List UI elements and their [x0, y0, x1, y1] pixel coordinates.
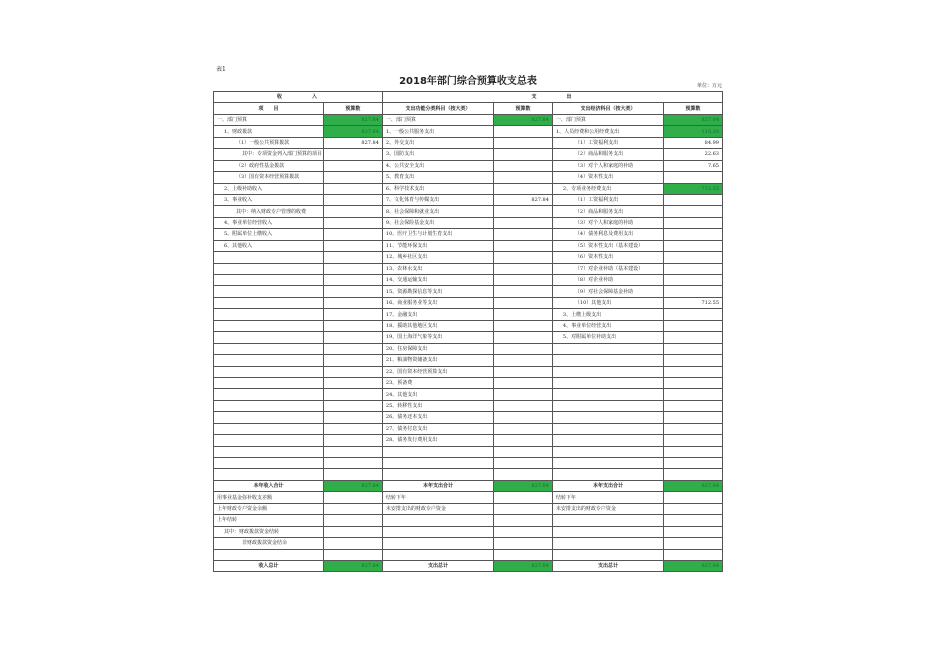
- income-total-label[interactable]: 本年收入合计: [214, 480, 324, 491]
- extra-func-amount[interactable]: [493, 538, 552, 549]
- col-header-econ: 支出经济科目（按大类）: [552, 103, 663, 114]
- econ-item-cell[interactable]: [552, 389, 663, 400]
- extra-row: [214, 492, 723, 503]
- table-row: [214, 183, 723, 194]
- func-amount-cell[interactable]: 827.84: [493, 114, 552, 125]
- budget-table-body: [214, 92, 723, 572]
- income-amount-cell[interactable]: [323, 286, 382, 297]
- econ-amount-cell[interactable]: [664, 263, 723, 274]
- table-row: [214, 469, 723, 480]
- econ-amount-cell[interactable]: [664, 275, 723, 286]
- extra-income-item[interactable]: 非财政拨款资金结余: [214, 538, 324, 549]
- func-item-cell[interactable]: [382, 469, 493, 480]
- func-amount-cell[interactable]: [493, 458, 552, 469]
- extra-func-item[interactable]: [382, 549, 493, 560]
- econ-amount-cell[interactable]: [664, 229, 723, 240]
- econ-amount-cell[interactable]: [664, 423, 723, 434]
- income-amount-cell[interactable]: [323, 412, 382, 423]
- func-total-label[interactable]: 本年支出合计: [382, 480, 493, 491]
- func-item-cell[interactable]: 2、外交支出: [382, 137, 493, 148]
- unit-label: 单位：万元: [696, 83, 722, 89]
- extra-func-amount[interactable]: [493, 503, 552, 514]
- income-item-cell[interactable]: [214, 446, 324, 457]
- econ-item-cell[interactable]: （2）商品和服务支出: [552, 149, 663, 160]
- income-item-cell[interactable]: [214, 423, 324, 434]
- func-item-cell[interactable]: 24、其他支出: [382, 389, 493, 400]
- income-amount-cell[interactable]: [323, 446, 382, 457]
- econ-item-cell[interactable]: [552, 435, 663, 446]
- econ-amount-cell[interactable]: [664, 412, 723, 423]
- table-row: [214, 240, 723, 251]
- extra-row: [214, 538, 723, 549]
- func-item-cell[interactable]: 8、社会保障和就业支出: [382, 206, 493, 217]
- econ-amount-cell[interactable]: 84.99: [664, 137, 723, 148]
- func-item-cell[interactable]: 22、国有资本经营预算支出: [382, 366, 493, 377]
- income-amount-cell[interactable]: [323, 389, 382, 400]
- econ-amount-cell[interactable]: 827.84: [664, 114, 723, 125]
- econ-amount-cell[interactable]: [664, 320, 723, 331]
- func-item-cell[interactable]: 一、部门预算: [382, 114, 493, 125]
- func-item-cell[interactable]: 28、债务发行费用支出: [382, 435, 493, 446]
- econ-item-cell[interactable]: （5）资本性支出（基本建设）: [552, 240, 663, 251]
- func-amount-cell[interactable]: [493, 332, 552, 343]
- econ-amount-cell[interactable]: [664, 389, 723, 400]
- income-item-cell[interactable]: [214, 389, 324, 400]
- income-item-cell[interactable]: [214, 412, 324, 423]
- income-item-cell[interactable]: [214, 355, 324, 366]
- income-amount-cell[interactable]: [323, 240, 382, 251]
- func-amount-cell[interactable]: [493, 240, 552, 251]
- econ-amount-cell[interactable]: [664, 194, 723, 205]
- econ-item-cell[interactable]: （3）对个人和家庭的补助: [552, 160, 663, 171]
- income-amount-cell[interactable]: [323, 194, 382, 205]
- func-total-value[interactable]: 827.84: [493, 480, 552, 491]
- econ-item-cell[interactable]: （3）对个人和家庭的补助: [552, 217, 663, 228]
- income-amount-cell[interactable]: [323, 160, 382, 171]
- func-item-cell[interactable]: 13、农林水支出: [382, 263, 493, 274]
- func-amount-cell[interactable]: [493, 126, 552, 137]
- income-total-value[interactable]: 827.84: [323, 480, 382, 491]
- func-amount-cell[interactable]: [493, 469, 552, 480]
- econ-item-cell[interactable]: [552, 366, 663, 377]
- func-item-cell[interactable]: 16、商业服务业等支出: [382, 297, 493, 308]
- func-amount-cell[interactable]: 827.84: [493, 194, 552, 205]
- econ-item-cell[interactable]: [552, 377, 663, 388]
- extra-econ-item[interactable]: 结转下年: [552, 492, 663, 503]
- func-item-cell[interactable]: 5、教育支出: [382, 172, 493, 183]
- extra-econ-amount[interactable]: [664, 538, 723, 549]
- table-row: [214, 446, 723, 457]
- income-amount-cell[interactable]: [323, 423, 382, 434]
- extra-row: [214, 549, 723, 560]
- table-row: [214, 435, 723, 446]
- func-amount-cell[interactable]: [493, 366, 552, 377]
- func-amount-cell[interactable]: [493, 252, 552, 263]
- econ-item-cell[interactable]: （6）资本性支出: [552, 252, 663, 263]
- income-amount-cell[interactable]: [323, 366, 382, 377]
- func-item-cell[interactable]: 12、城乡社区支出: [382, 252, 493, 263]
- func-amount-cell[interactable]: [493, 217, 552, 228]
- extra-income-amount[interactable]: [323, 526, 382, 537]
- econ-item-cell[interactable]: [552, 400, 663, 411]
- extra-econ-amount[interactable]: [664, 515, 723, 526]
- table-row: [214, 389, 723, 400]
- extra-row: [214, 515, 723, 526]
- income-item-cell[interactable]: [214, 275, 324, 286]
- func-item-cell[interactable]: 17、金融支出: [382, 309, 493, 320]
- income-item-cell[interactable]: 6、其他收入: [214, 240, 324, 251]
- income-item-cell[interactable]: [214, 332, 324, 343]
- econ-amount-cell[interactable]: [664, 400, 723, 411]
- func-amount-cell[interactable]: [493, 343, 552, 354]
- econ-amount-cell[interactable]: [664, 355, 723, 366]
- income-amount-cell[interactable]: [323, 332, 382, 343]
- func-amount-cell[interactable]: [493, 412, 552, 423]
- budget-table: [213, 91, 723, 572]
- extra-func-amount[interactable]: [493, 526, 552, 537]
- econ-item-cell[interactable]: [552, 412, 663, 423]
- extra-econ-item[interactable]: [552, 526, 663, 537]
- extra-func-amount[interactable]: [493, 492, 552, 503]
- func-amount-cell[interactable]: [493, 172, 552, 183]
- extra-income-amount[interactable]: [323, 549, 382, 560]
- grand-total-row: [214, 560, 723, 571]
- income-item-cell[interactable]: （1）一般公共预算拨款: [214, 137, 324, 148]
- table-row: [214, 172, 723, 183]
- col-header-item: 项 目: [214, 103, 324, 114]
- income-item-cell[interactable]: 3、事业收入: [214, 194, 324, 205]
- func-amount-cell[interactable]: [493, 423, 552, 434]
- econ-item-cell[interactable]: [552, 458, 663, 469]
- econ-item-cell[interactable]: （1）工资福利支出: [552, 194, 663, 205]
- extra-income-item[interactable]: 用事业基金弥补收支差额: [214, 492, 324, 503]
- extra-row: [214, 503, 723, 514]
- col-header-budget-income: 预算数: [323, 103, 382, 114]
- econ-total-value[interactable]: 827.84: [664, 480, 723, 491]
- func-item-cell[interactable]: [382, 458, 493, 469]
- income-item-cell[interactable]: 1、财政拨款: [214, 126, 324, 137]
- sheet-tag: 表1: [216, 66, 226, 73]
- econ-amount-cell[interactable]: [664, 206, 723, 217]
- extra-func-item[interactable]: [382, 515, 493, 526]
- income-total-label[interactable]: 收入总计: [214, 560, 324, 571]
- econ-total-value[interactable]: 827.84: [664, 560, 723, 571]
- extra-econ-item[interactable]: [552, 515, 663, 526]
- econ-amount-cell[interactable]: [664, 172, 723, 183]
- func-total-value[interactable]: 827.84: [493, 560, 552, 571]
- extra-income-item[interactable]: 上年结转: [214, 515, 324, 526]
- econ-amount-cell[interactable]: [664, 252, 723, 263]
- func-amount-cell[interactable]: [493, 149, 552, 160]
- econ-item-cell[interactable]: （8）对企业补助: [552, 275, 663, 286]
- extra-income-item[interactable]: 其中：财政拨款资金结转: [214, 526, 324, 537]
- func-total-label[interactable]: 支出总计: [382, 560, 493, 571]
- econ-amount-cell[interactable]: [664, 469, 723, 480]
- expense-section-header: 支 出: [382, 92, 722, 103]
- extra-func-amount[interactable]: [493, 515, 552, 526]
- income-amount-cell[interactable]: [323, 343, 382, 354]
- func-amount-cell[interactable]: [493, 446, 552, 457]
- table-row: [214, 377, 723, 388]
- econ-item-cell[interactable]: （10）其他支出: [552, 297, 663, 308]
- func-item-cell[interactable]: 20、住房保障支出: [382, 343, 493, 354]
- income-amount-cell[interactable]: [323, 355, 382, 366]
- econ-amount-cell[interactable]: 712.55: [664, 297, 723, 308]
- func-amount-cell[interactable]: [493, 137, 552, 148]
- func-amount-cell[interactable]: [493, 206, 552, 217]
- table-row: [214, 160, 723, 171]
- income-item-cell[interactable]: [214, 435, 324, 446]
- extra-econ-amount[interactable]: [664, 492, 723, 503]
- econ-item-cell[interactable]: 1、人员经费和公用经费支出: [552, 126, 663, 137]
- table-row: [214, 194, 723, 205]
- extra-income-item[interactable]: [214, 549, 324, 560]
- table-row: [214, 275, 723, 286]
- table-row: [214, 332, 723, 343]
- income-item-cell[interactable]: [214, 343, 324, 354]
- income-amount-cell[interactable]: [323, 469, 382, 480]
- income-item-cell[interactable]: 其中：专项资金列入部门预算的项目: [214, 149, 324, 160]
- table-row: [214, 206, 723, 217]
- extra-econ-item[interactable]: 未安排支出的财政专户资金: [552, 503, 663, 514]
- income-amount-cell[interactable]: [323, 183, 382, 194]
- econ-item-cell[interactable]: 4、事业单位经营支出: [552, 320, 663, 331]
- income-item-cell[interactable]: [214, 320, 324, 331]
- extra-row: [214, 526, 723, 537]
- func-item-cell[interactable]: 25、转移性支出: [382, 400, 493, 411]
- extra-func-item[interactable]: [382, 538, 493, 549]
- income-item-cell[interactable]: 2、上级补助收入: [214, 183, 324, 194]
- income-item-cell[interactable]: [214, 400, 324, 411]
- econ-total-label[interactable]: 支出总计: [552, 560, 663, 571]
- income-amount-cell[interactable]: [323, 320, 382, 331]
- func-item-cell[interactable]: [382, 446, 493, 457]
- econ-amount-cell[interactable]: [664, 217, 723, 228]
- func-item-cell[interactable]: 10、医疗卫生与计划生育支出: [382, 229, 493, 240]
- econ-amount-cell[interactable]: 7.65: [664, 160, 723, 171]
- income-item-cell[interactable]: [214, 309, 324, 320]
- func-amount-cell[interactable]: [493, 183, 552, 194]
- econ-item-cell[interactable]: （4）债务利息及费用支出: [552, 229, 663, 240]
- page-title: 2018年部门综合预算收支总表: [399, 76, 537, 87]
- func-item-cell[interactable]: 18、援助其他地区支出: [382, 320, 493, 331]
- table-row: [214, 412, 723, 423]
- func-item-cell[interactable]: 19、国土海洋气象等支出: [382, 332, 493, 343]
- income-item-cell[interactable]: （3）国有资本经营预算拨款: [214, 172, 324, 183]
- func-amount-cell[interactable]: [493, 286, 552, 297]
- econ-amount-cell[interactable]: [664, 240, 723, 251]
- func-amount-cell[interactable]: [493, 275, 552, 286]
- col-header-func: 支出功能分类科目（按大类）: [382, 103, 493, 114]
- table-row: [214, 229, 723, 240]
- income-item-cell[interactable]: [214, 297, 324, 308]
- income-amount-cell[interactable]: 827.84: [323, 126, 382, 137]
- section-header-row: [214, 92, 723, 103]
- income-section-header: 收 入: [214, 92, 383, 103]
- extra-income-amount[interactable]: [323, 503, 382, 514]
- econ-item-cell[interactable]: [552, 469, 663, 480]
- econ-amount-cell[interactable]: 712.55: [664, 183, 723, 194]
- income-amount-cell[interactable]: [323, 217, 382, 228]
- func-item-cell[interactable]: 21、粮油物资储备支出: [382, 355, 493, 366]
- table-row: [214, 286, 723, 297]
- func-amount-cell[interactable]: [493, 400, 552, 411]
- econ-amount-cell[interactable]: [664, 366, 723, 377]
- extra-econ-amount[interactable]: [664, 549, 723, 560]
- func-amount-cell[interactable]: [493, 309, 552, 320]
- income-amount-cell[interactable]: [323, 172, 382, 183]
- func-amount-cell[interactable]: [493, 297, 552, 308]
- econ-amount-cell[interactable]: [664, 332, 723, 343]
- income-item-cell[interactable]: [214, 252, 324, 263]
- func-item-cell[interactable]: 15、资源勘探信息等支出: [382, 286, 493, 297]
- func-item-cell[interactable]: 26、债务还本支出: [382, 412, 493, 423]
- func-item-cell[interactable]: 3、国防支出: [382, 149, 493, 160]
- income-amount-cell[interactable]: [323, 263, 382, 274]
- econ-item-cell[interactable]: （4）资本性支出: [552, 172, 663, 183]
- extra-econ-amount[interactable]: [664, 503, 723, 514]
- extra-func-item[interactable]: 未安排支出的财政专户资金: [382, 503, 493, 514]
- income-amount-cell[interactable]: [323, 252, 382, 263]
- econ-item-cell[interactable]: [552, 343, 663, 354]
- func-amount-cell[interactable]: [493, 229, 552, 240]
- table-row: [214, 252, 723, 263]
- table-row: [214, 126, 723, 137]
- econ-item-cell[interactable]: （9）对社会保障基金补助: [552, 286, 663, 297]
- table-row: [214, 114, 723, 125]
- table-row: [214, 320, 723, 331]
- table-row: [214, 458, 723, 469]
- func-amount-cell[interactable]: [493, 435, 552, 446]
- income-amount-cell[interactable]: [323, 297, 382, 308]
- econ-amount-cell[interactable]: [664, 458, 723, 469]
- table-row: [214, 149, 723, 160]
- econ-item-cell[interactable]: [552, 423, 663, 434]
- econ-amount-cell[interactable]: [664, 377, 723, 388]
- income-amount-cell[interactable]: [323, 149, 382, 160]
- table-row: [214, 309, 723, 320]
- table-row: [214, 423, 723, 434]
- econ-item-cell[interactable]: （1）工资福利支出: [552, 137, 663, 148]
- table-row: [214, 263, 723, 274]
- income-item-cell[interactable]: [214, 263, 324, 274]
- func-amount-cell[interactable]: [493, 160, 552, 171]
- income-item-cell[interactable]: [214, 366, 324, 377]
- extra-income-amount[interactable]: [323, 515, 382, 526]
- func-item-cell[interactable]: 11、节能环保支出: [382, 240, 493, 251]
- extra-func-item[interactable]: 结转下年: [382, 492, 493, 503]
- func-item-cell[interactable]: 27、债务付息支出: [382, 423, 493, 434]
- econ-item-cell[interactable]: [552, 355, 663, 366]
- income-item-cell[interactable]: 一、部门预算: [214, 114, 324, 125]
- extra-income-item[interactable]: 上年财政专户资金余额: [214, 503, 324, 514]
- income-item-cell[interactable]: 其中：纳入财政专户管理的收费: [214, 206, 324, 217]
- extra-income-amount[interactable]: [323, 492, 382, 503]
- econ-item-cell[interactable]: 5、对附属单位补助支出: [552, 332, 663, 343]
- extra-econ-item[interactable]: [552, 549, 663, 560]
- econ-amount-cell[interactable]: [664, 309, 723, 320]
- func-item-cell[interactable]: 6、科学技术支出: [382, 183, 493, 194]
- annual-total-row: [214, 480, 723, 491]
- econ-amount-cell[interactable]: [664, 435, 723, 446]
- econ-amount-cell[interactable]: 22.63: [664, 149, 723, 160]
- econ-item-cell[interactable]: （2）商品和服务支出: [552, 206, 663, 217]
- income-item-cell[interactable]: [214, 286, 324, 297]
- table-row: [214, 400, 723, 411]
- econ-item-cell[interactable]: 一、部门预算: [552, 114, 663, 125]
- income-amount-cell[interactable]: [323, 275, 382, 286]
- income-item-cell[interactable]: 5、附属单位上缴收入: [214, 229, 324, 240]
- econ-item-cell[interactable]: （7）对企业补助（基本建设）: [552, 263, 663, 274]
- func-amount-cell[interactable]: [493, 389, 552, 400]
- table-row: [214, 217, 723, 228]
- econ-item-cell[interactable]: [552, 446, 663, 457]
- econ-amount-cell[interactable]: [664, 286, 723, 297]
- table-row: [214, 343, 723, 354]
- extra-func-item[interactable]: [382, 526, 493, 537]
- func-amount-cell[interactable]: [493, 320, 552, 331]
- func-item-cell[interactable]: 4、公共安全支出: [382, 160, 493, 171]
- econ-amount-cell[interactable]: [664, 343, 723, 354]
- income-total-value[interactable]: 827.84: [323, 560, 382, 571]
- econ-total-label[interactable]: 本年支出合计: [552, 480, 663, 491]
- econ-amount-cell[interactable]: [664, 446, 723, 457]
- extra-func-amount[interactable]: [493, 549, 552, 560]
- table-row: [214, 137, 723, 148]
- income-amount-cell[interactable]: [323, 458, 382, 469]
- func-item-cell[interactable]: 14、交通运输支出: [382, 275, 493, 286]
- func-amount-cell[interactable]: [493, 355, 552, 366]
- income-amount-cell[interactable]: 827.84: [323, 137, 382, 148]
- income-amount-cell[interactable]: [323, 400, 382, 411]
- econ-amount-cell[interactable]: 115.28: [664, 126, 723, 137]
- income-item-cell[interactable]: （2）政府性基金拨款: [214, 160, 324, 171]
- income-item-cell[interactable]: [214, 469, 324, 480]
- income-amount-cell[interactable]: 827.84: [323, 114, 382, 125]
- income-amount-cell[interactable]: [323, 229, 382, 240]
- extra-econ-item[interactable]: [552, 538, 663, 549]
- extra-income-amount[interactable]: [323, 538, 382, 549]
- income-amount-cell[interactable]: [323, 309, 382, 320]
- table-row: [214, 355, 723, 366]
- col-header-budget-econ: 预算数: [664, 103, 723, 114]
- income-amount-cell[interactable]: [323, 206, 382, 217]
- col-header-budget-func: 预算数: [493, 103, 552, 114]
- econ-item-cell[interactable]: 3、上缴上级支出: [552, 309, 663, 320]
- table-row: [214, 297, 723, 308]
- extra-econ-amount[interactable]: [664, 526, 723, 537]
- table-row: [214, 366, 723, 377]
- income-item-cell[interactable]: [214, 377, 324, 388]
- func-item-cell[interactable]: 23、预备费: [382, 377, 493, 388]
- func-item-cell[interactable]: 7、文化体育与传媒支出: [382, 194, 493, 205]
- income-amount-cell[interactable]: [323, 377, 382, 388]
- income-item-cell[interactable]: [214, 458, 324, 469]
- func-item-cell[interactable]: 1、一般公共服务支出: [382, 126, 493, 137]
- income-amount-cell[interactable]: [323, 435, 382, 446]
- column-header-row: [214, 103, 723, 114]
- func-item-cell[interactable]: 9、社会保险基金支出: [382, 217, 493, 228]
- econ-item-cell[interactable]: 2、专项业务经费支出: [552, 183, 663, 194]
- income-item-cell[interactable]: 4、事业单位经营收入: [214, 217, 324, 228]
- func-amount-cell[interactable]: [493, 377, 552, 388]
- func-amount-cell[interactable]: [493, 263, 552, 274]
